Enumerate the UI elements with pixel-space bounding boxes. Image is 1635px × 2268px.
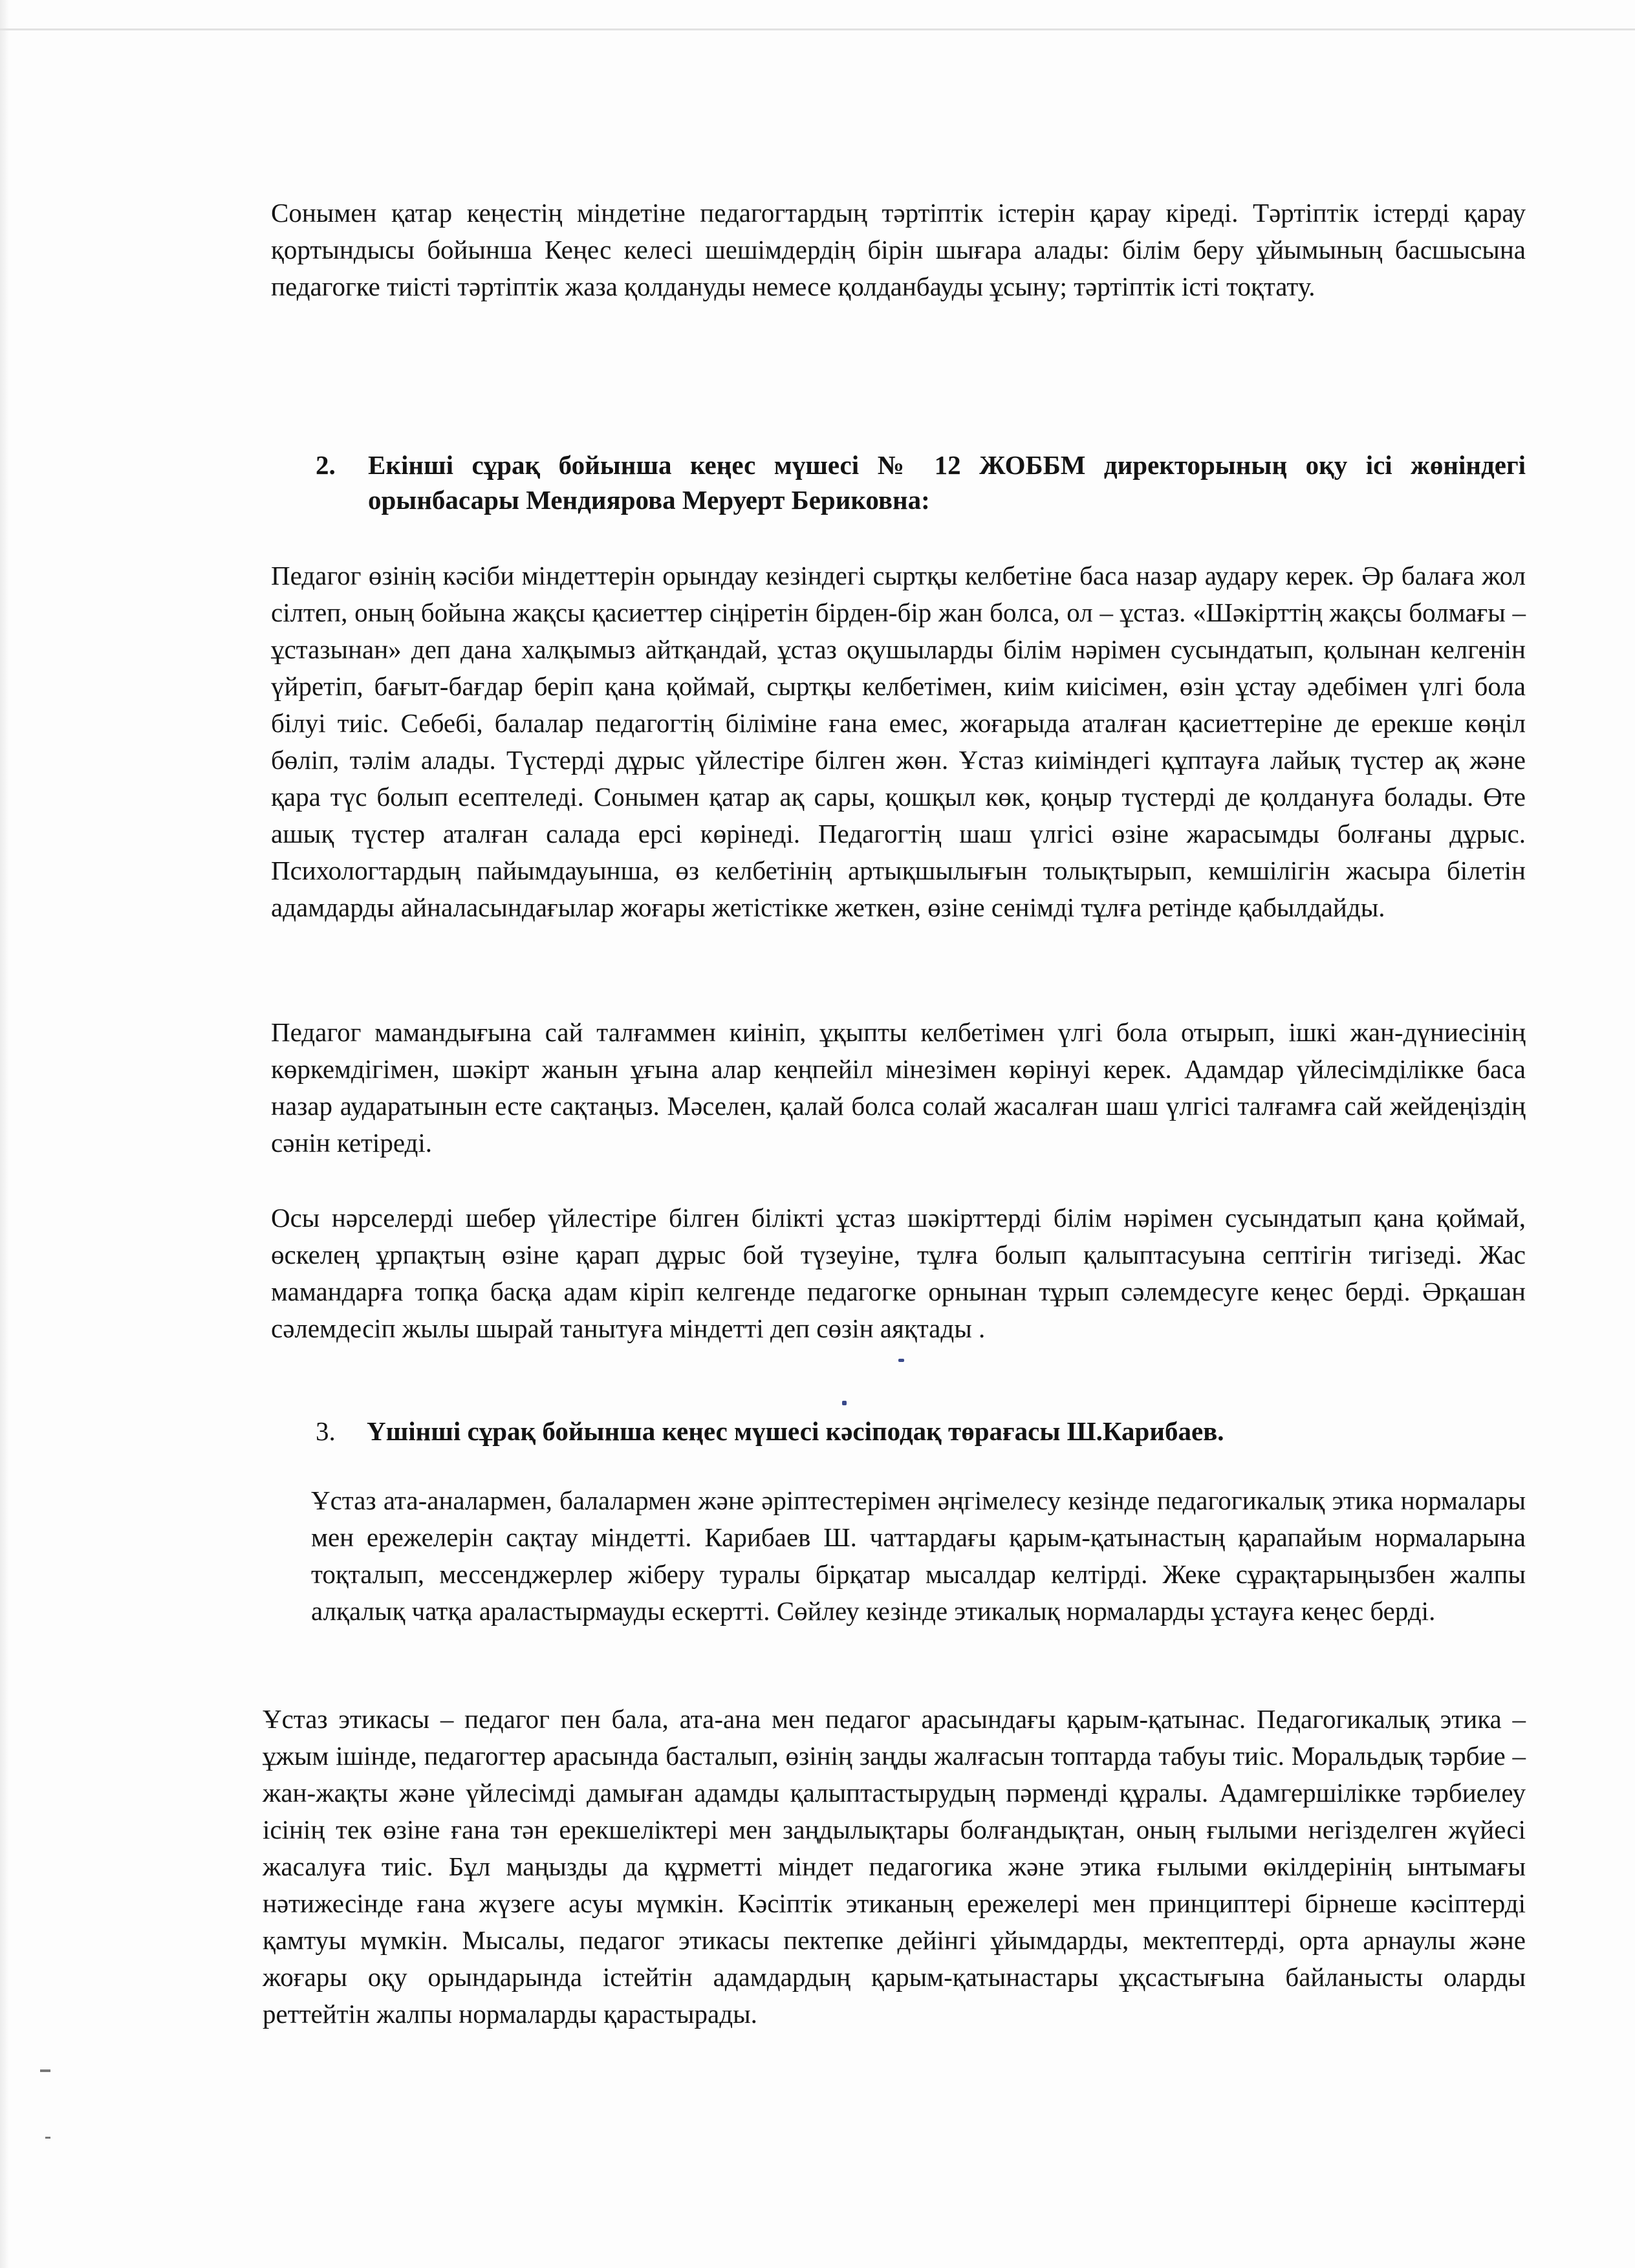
- heading-third-question: [316, 1414, 1526, 1449]
- ink-dot: [898, 1359, 904, 1362]
- left-margin-mark: [40, 2069, 50, 2072]
- paragraph-taste: Педагог мамандығына сай талғаммен киініп, ұқыпты келбетімен үлгі бола отырып, ішкі жан-дүниесінің көркемдігімен, шәкірт жанын ұғына алар кеңпейіл мінезімен көрінуі керек. Адамдар үйлесімділікке баса назар аударатынын есте сақтаңыз. Мәселен, қалай болса солай жасалған шаш үлгісі талғамға сай жейдеңіздің сәнін кетіреді.: [271, 1017, 1526, 1158]
- left-margin-mark: [45, 2137, 50, 2139]
- paragraph-skilled-teacher: Осы нәрселерді шебер үйлестіре білген білікті ұстаз шәкірттерді білім нәрімен сусындатып қана қоймай, өскелең ұрпақтың өзіне қарап дұрыс бой түзеуіне, тұлға болып қалыптасуына септігін тигізеді. Жас мамандарға топқа басқа адам кіріп келгенде педагогке орнынан тұрып сәлемдесуге кеңес берді. Әрқашан сәлемдесіп жылы шырай танытуға міндетті деп сөзін аяқтады .: [271, 1203, 1526, 1343]
- paragraph-discipline: Сонымен қатар кеңестің міндетіне педагогтардың тәртіптік істерін қарау кіреді. Тәртіптік істерді қарау қортындысы бойынша Кеңес келесі шешімдердің бірін шығара алады: білім беру ұйымының басшысына педагогке тиісті тәртіптік жаза қолдануды немесе қолданбауды ұсыну; тәртіптік істі тоқтату.: [271, 198, 1526, 301]
- paragraph-communication-ethics: Ұстаз ата-аналармен, балалармен және әріптестерімен әңгімелесу кезінде педагогикалық этика нормалары мен ережелерін сақтау міндетті. Карибаев Ш. чаттардағы қарым-қатынастың қарапайым нормаларына тоқталып, мессенджерлер жіберу туралы бірқатар мысалдар келтірді. Жеке сұрақтарыңызбен жалпы алқалық чатқа араластырмауды ескертті. Сөйлеу кезінде этикалық нормаларды ұстауға кеңес берді.: [311, 1485, 1526, 1626]
- heading-text: Үшінші сұрақ бойынша кеңес мүшесі кәсіподақ төрағасы Ш.Карибаев.: [367, 1416, 1224, 1446]
- heading-number: 3.: [316, 1416, 336, 1446]
- heading-text: Екінші сұрақ бойынша кеңес мүшесі № 12 ЖОББМ директорының оқу ісі жөніндегі орынбасары Мендиярова Меруерт Бериковна:: [368, 450, 1526, 515]
- paragraph-teacher-ethics: Ұстаз этикасы – педагог пен бала, ата-ана мен педагог арасындағы қарым-қатынас. Педагогикалық этика – ұжым ішінде, педагогтер арасында басталып, өзінің заңды жалғасын топтарда табуы тиіс. Моральдық тәрбие – жан-жақты және үйлесімді дамыған адамды қалыптастырудың пәрменді құралы. Адамгершілікке тәрбиелеу ісінің тек өзіне ғана тән ерекшеліктері мен заңдылықтары болғандықтан, оның ғылыми негізделген жүйесі жасалуға тиіс. Бұл маңызды да құрметті міндет педагогика және этика ғылыми өкілдерінің ынтымағы нәтижесінде ғана жүзеге асуы мүмкін. Кәсіптік этиканың ережелері мен принциптері бірнеше кәсіптерді қамтуы мүмкін. Мысалы, педагог этикасы пектепке дейінгі ұйымдарды, мектептерді, орта арнаулы және жоғары оқу орындарында істейтін адамдардың қарым-қатынастары ұқсастығына байланысты оларды реттейтін жалпы нормаларды қарастырады.: [263, 1704, 1526, 2029]
- ink-dot: [842, 1401, 847, 1405]
- scan-edge-shadow: [0, 0, 9, 2268]
- paragraph-appearance: Педагог өзінің кәсіби міндеттерін орындау кезіндегі сыртқы келбетіне баса назар аудару керек. Әр балаға жол сілтеп, оның бойына жақсы қасиеттер сіңіретін бірден-бір жан болса, ол – ұстаз. «Шәкірттің жақсы болмағы –ұстазынан» деп дана халқымыз айтқандай, ұстаз оқушыларды білім нәрімен сусындатып, қолынан келгенін үйретіп, бағыт-бағдар беріп қана қоймай, сыртқы келбетімен, киім киісімен, өзін ұстау әдебімен үлгі бола білуі тиіс. Себебі, балалар педагогтің біліміне ғана емес, жоғарыда аталған қасиеттеріне де ерекше көңіл бөліп, тәлім алады. Түстерді дұрыс үйлестіре білген жөн. Ұстаз киіміндегі құптауға лайық түстер ақ және қара түс болып есептеледі. Сонымен қатар ақ сары, қошқыл көк, қоңыр түстерді де қолдануға болады. Өте ашық түстер аталған салада ерсі көрінеді. Педагогтің шаш үлгісі өзіне жарасымды болғаны дұрыс. Психологтардың пайымдауынша, өз келбетінің артықшылығын толықтырып, кемшілігін жасыра білетін адамдарды айналасындағылар жоғары жетістікке жеткен, өзіне сенімді тұлға ретінде қабылдайды.: [271, 561, 1526, 922]
- heading-second-question: [316, 448, 1526, 517]
- heading-number: 2.: [316, 450, 336, 480]
- top-scan-line: [0, 28, 1635, 30]
